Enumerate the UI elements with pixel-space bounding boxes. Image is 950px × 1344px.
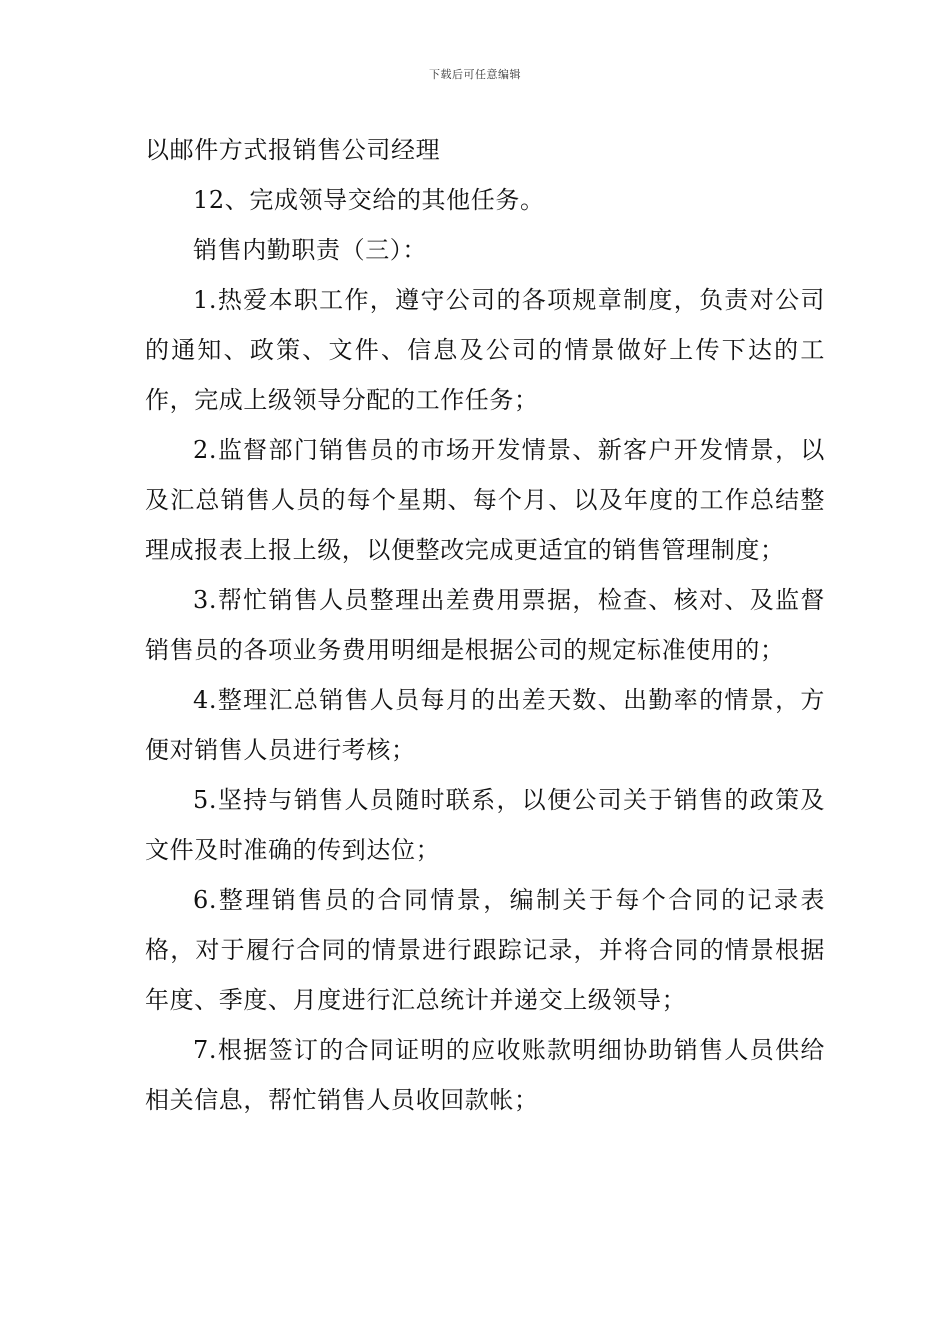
- paragraph-item-3: 3.帮忙销售人员整理出差费用票据，检查、核对、及监督销售员的各项业务费用明细是根据公司的规定标准使用的；: [145, 586, 825, 664]
- paragraph-item-1: 1.热爱本职工作，遵守公司的各项规章制度，负责对公司的通知、政策、文件、信息及公司的情景做好上传下达的工作，完成上级领导分配的工作任务；: [145, 286, 825, 414]
- paragraph-item-12: 12、完成领导交给的其他任务。: [193, 186, 545, 214]
- section-heading: 销售内勤职责（三）：: [193, 236, 427, 264]
- header-note: 下载后可任意编辑: [429, 68, 521, 81]
- document-body: [145, 125, 825, 1125]
- paragraph-item-7: 7.根据签订的合同证明的应收账款明细协助销售人员供给相关信息，帮忙销售人员收回款帐；: [145, 1036, 825, 1114]
- paragraph-item-5: 5.坚持与销售人员随时联系，以便公司关于销售的政策及文件及时准确的传到达位；: [145, 786, 825, 864]
- paragraph-item-4: 4.整理汇总销售人员每月的出差天数、出勤率的情景，方便对销售人员进行考核；: [145, 686, 825, 764]
- paragraph-item-6: 6.整理销售员的合同情景，编制关于每个合同的记录表格，对于履行合同的情景进行跟踪记录，并将合同的情景根据年度、季度、月度进行汇总统计并递交上级领导；: [145, 886, 825, 1014]
- paragraph-item-2: 2.监督部门销售员的市场开发情景、新客户开发情景，以及汇总销售人员的每个星期、每个月、以及年度的工作总结整理成报表上报上级，以便整改完成更适宜的销售管理制度；: [145, 436, 825, 564]
- paragraph-continuation: 以邮件方式报销售公司经理: [145, 136, 441, 164]
